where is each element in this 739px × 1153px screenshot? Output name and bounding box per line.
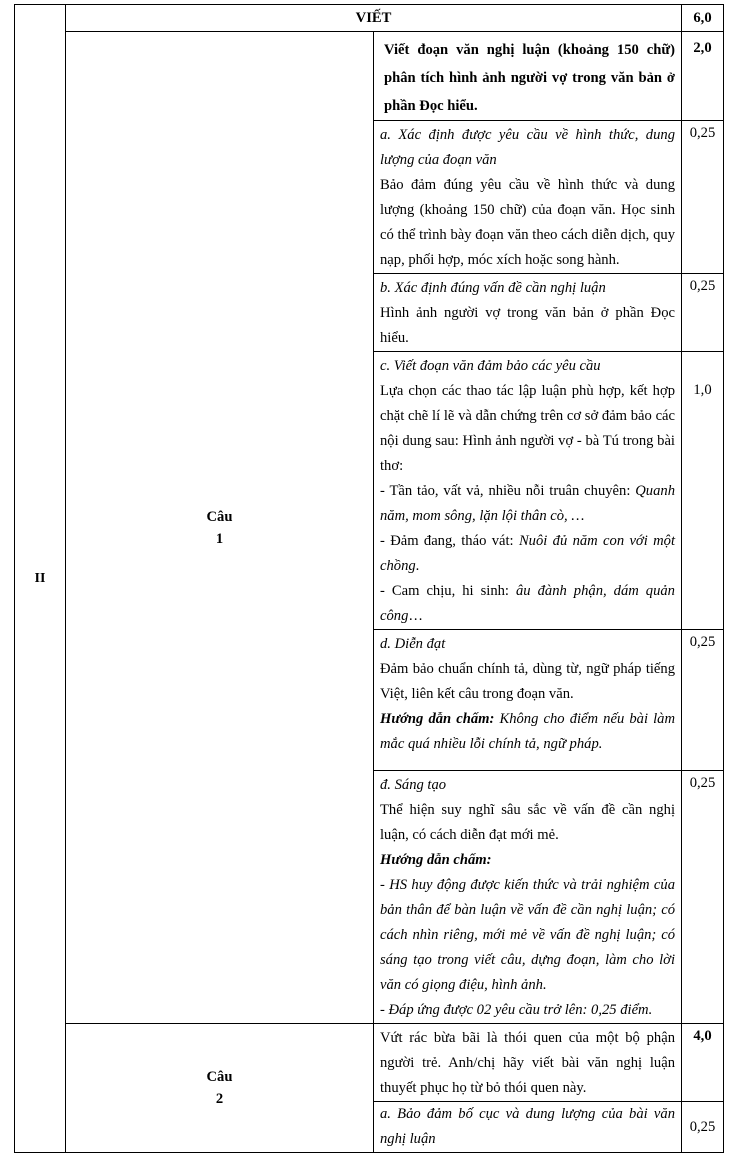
section-score: 6,0: [682, 5, 724, 32]
cau1-e-guide-2: - Đáp ứng được 02 yêu cầu trở lên: 0,25 điểm.: [380, 1002, 653, 1018]
cau1-a-cell: [374, 121, 682, 274]
cau1-c-bullet-2: [380, 529, 675, 579]
cau1-b-score: 0,25: [682, 274, 724, 352]
cau1-c-bullet-2-text: - Đảm đang, tháo vát:: [380, 533, 519, 549]
cau1-e-cell: [374, 771, 682, 1024]
cau1-c-bullet-1: [380, 479, 675, 529]
cau1-c-cell: [374, 352, 682, 630]
cau1-d-score: 0,25: [682, 630, 724, 771]
cau1-c-title: c. Viết đoạn văn đảm bảo các yêu cầu: [380, 358, 601, 374]
cau2-a-title: a. Bảo đảm bố cục và dung lượng của bài văn nghị luận: [374, 1102, 682, 1153]
cau1-d-guide-text: Không cho điểm nếu bài làm mắc quá nhiều lỗi chính tả, ngữ pháp.: [380, 711, 675, 752]
section-title: VIẾT: [66, 5, 682, 32]
cau1-score: 2,0: [682, 32, 724, 121]
cau1-d-guide: [380, 707, 675, 757]
cau1-label-number: 1: [215, 530, 224, 547]
cau1-c-body: Lựa chọn các thao tác lập luận phù hợp, kết hợp chặt chẽ lí lẽ và dẫn chứng trên cơ sở đảm bảo các nội dung sau: Hình ảnh người vợ - bà Tú trong bài thơ:: [380, 383, 675, 474]
cau1-d-cell: [374, 630, 682, 771]
cau2-heading-row: [15, 1024, 724, 1102]
cau1-e-title: đ. Sáng tạo: [380, 777, 447, 793]
cau1-d-title: d. Diễn đạt: [380, 636, 446, 652]
cau2-score: 4,0: [682, 1024, 724, 1102]
cau1-a-body: Bảo đảm đúng yêu cầu về hình thức và dung lượng (khoảng 150 chữ) của đoạn văn. Học sinh có thể trình bày đoạn văn theo cách diễn dịch, quy nạp, phối hợp, móc xích hoặc song hành.: [380, 177, 675, 268]
cau1-b-body: Hình ảnh người vợ trong văn bản ở phần Đọc hiểu.: [380, 305, 675, 346]
cau1-heading-row: [15, 32, 724, 121]
cau1-c-bullet-1-quote: Quanh năm, mom sông, lặn lội thân cò, …: [380, 483, 675, 524]
cau1-d-guide-label: Hướng dẫn chấm:: [380, 711, 495, 727]
cau1-c-bullet-3-text: - Cam chịu, hi sinh:: [380, 583, 516, 599]
cau1-c-bullet-3-quote: âu đành phận, dám quản công: [380, 583, 675, 624]
cau1-e-score: 0,25: [682, 771, 724, 1024]
cau1-b-cell: [374, 274, 682, 352]
cau2-a-score: 0,25: [682, 1102, 724, 1153]
cau1-e-guide-label: Hướng dẫn chấm:: [380, 852, 492, 868]
cau1-label: [66, 32, 374, 1024]
cau1-c-bullet-1-text: - Tần tảo, vất vả, nhiều nỗi truân chuyên:: [380, 483, 636, 499]
cau1-b-title: b. Xác định đúng vấn đề cần nghị luận: [380, 280, 606, 296]
cau1-e-guide-1: - HS huy động được kiến thức và trải nghiệm của bản thân để bàn luận về vấn đề cần nghị luận; có cách nhìn riêng, mới mẻ về vấn đề nghị luận; có sáng tạo trong viết câu, dựng đoạn, làm cho lời văn có giọng điệu, hình ảnh.: [380, 877, 675, 993]
section-header-row: [15, 5, 724, 32]
cau1-c-bullet-2-quote: Nuôi đủ năm con với một chồng: [380, 533, 676, 574]
cau1-label-word: Câu: [206, 508, 233, 525]
cau1-heading: Viết đoạn văn nghị luận (khoảng 150 chữ) phân tích hình ảnh người vợ trong văn bản ở phần Đọc hiểu.: [374, 32, 682, 121]
cau1-c-bullet-2-end: .: [415, 558, 420, 574]
cau1-c-bullet-3: [380, 579, 675, 629]
section-number: II: [15, 5, 66, 1153]
cau1-c-score: 1,0: [682, 352, 724, 630]
cau2-label-number: 2: [215, 1091, 224, 1107]
cau2-label-word: Câu: [206, 1069, 233, 1085]
cau1-a-title: a. Xác định được yêu cầu về hình thức, dung lượng của đoạn văn: [380, 127, 675, 168]
cau1-d-body: Đảm bảo chuẩn chính tả, dùng từ, ngữ pháp tiếng Việt, liên kết câu trong đoạn văn.: [380, 661, 675, 702]
cau1-c-bullet-3-end: …: [408, 608, 423, 624]
grading-table: [14, 4, 724, 1153]
cau1-a-score: 0,25: [682, 121, 724, 274]
cau2-heading: Vứt rác bừa bãi là thói quen của một bộ phận người trẻ. Anh/chị hãy viết bài văn nghị luận thuyết phục họ từ bỏ thói quen này.: [374, 1024, 682, 1102]
cau2-label: [66, 1024, 374, 1153]
cau1-e-body: Thể hiện suy nghĩ sâu sắc về vấn đề cần nghị luận, có cách diễn đạt mới mẻ.: [380, 802, 675, 843]
